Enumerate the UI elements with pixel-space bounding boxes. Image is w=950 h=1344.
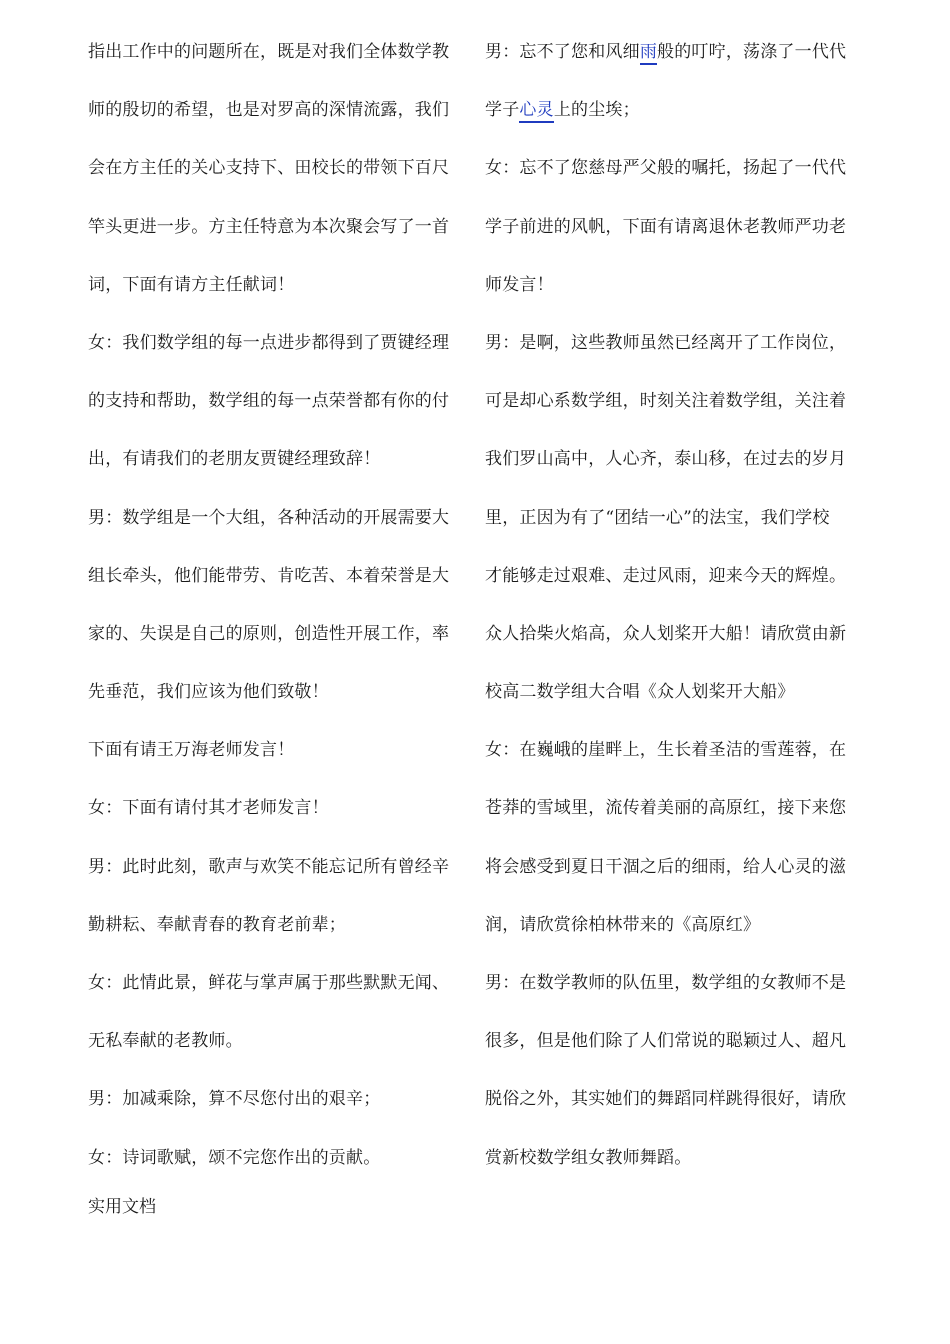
text-line: 脱俗之外，其实她们的舞蹈同样跳得很好，请欣 <box>485 1089 847 1110</box>
hyperlink-word-rain[interactable]: 雨 <box>640 42 657 65</box>
text-line: 校高二数学组大合唱《众人划桨开大船》 <box>485 682 795 703</box>
text-segment: 般的叮咛，荡涤了一代代 <box>657 42 847 62</box>
hyperlink-word-soul[interactable]: 心灵 <box>519 100 553 123</box>
text-line: 女：此情此景，鲜花与掌声属于那些默默无闻、 <box>88 973 450 993</box>
text-line: 赏新校数学组女教师舞蹈。 <box>485 1147 692 1168</box>
text-line: 女：我们数学组的每一点进步都得到了贾键经理 <box>88 332 450 353</box>
text-line: 才能够走过艰难、走过风雨，迎来今天的辉煌。 <box>485 565 847 586</box>
text-line: 出，有请我们的老朋友贾键经理致辞！ <box>88 449 381 470</box>
text-line: 会在方主任的关心支持下、田校长的带领下百尺 <box>88 158 450 179</box>
text-line: 下面有请王万海老师发言！ <box>88 740 295 761</box>
text-line: 将会感受到夏日干涸之后的细雨，给人心灵的滋 <box>485 856 847 877</box>
text-segment: 上的尘埃； <box>553 100 640 121</box>
text-line: 润，请欣赏徐柏林带来的《高原红》 <box>485 914 761 935</box>
text-line: 男：是啊，这些教师虽然已经离开了工作岗位， <box>485 332 847 353</box>
text-line: 苍莽的雪域里，流传着美丽的高原红，接下来您 <box>485 798 847 819</box>
text-line: 女：下面有请付其才老师发言！ <box>88 798 329 819</box>
text-line: 男：此时此刻，歌声与欢笑不能忘记所有曾经辛 <box>88 856 450 877</box>
text-line: 的支持和帮助，数学组的每一点荣誉都有你的付 <box>88 391 450 412</box>
text-line: 勤耕耘、奉献青春的教育老前辈； <box>88 914 346 935</box>
text-segment: 男：忘不了您和风细 <box>485 42 640 62</box>
text-line: 男：数学组是一个大组，各种活动的开展需要大 <box>88 507 450 528</box>
text-line: 组长牵头，他们能带劳、肯吃苦、本着荣誉是大 <box>88 565 450 586</box>
text-line: 很多，但是他们除了人们常说的聪颖过人、超凡 <box>485 1031 847 1052</box>
text-line: 里，正因为有了“团结一心”的法宝，我们学校 <box>485 507 830 528</box>
page-footer: 实用文档 <box>88 1197 156 1217</box>
text-line: 众人拾柴火焰高，众人划桨开大船！请欣赏由新 <box>485 623 847 644</box>
text-line: 先垂范，我们应该为他们致敬！ <box>88 682 329 703</box>
text-line <box>485 92 857 150</box>
text-line: 词，下面有请方主任献词！ <box>88 274 295 295</box>
left-text-column <box>88 34 460 1198</box>
text-line <box>485 34 857 92</box>
text-line: 学子前进的风帆，下面有请离退休老教师严功老 <box>485 216 847 237</box>
text-line: 师的殷切的希望，也是对罗高的深情流露，我们 <box>88 100 450 121</box>
text-line: 男：在数学教师的队伍里，数学组的女教师不是 <box>485 973 847 993</box>
text-line: 女：在巍峨的崖畔上，生长着圣洁的雪莲蓉，在 <box>485 740 847 761</box>
text-line: 我们罗山高中，人心齐，泰山移，在过去的岁月 <box>485 449 847 470</box>
text-line: 家的、失误是自己的原则，创造性开展工作，率 <box>88 623 450 644</box>
text-line: 竿头更进一步。方主任特意为本次聚会写了一首 <box>88 216 450 237</box>
text-line: 女：诗词歌赋，颂不完您作出的贡献。 <box>88 1147 381 1168</box>
text-line: 可是却心系数学组，时刻关注着数学组，关注着 <box>485 391 847 412</box>
text-line: 指出工作中的问题所在，既是对我们全体数学教 <box>88 42 450 62</box>
text-line: 师发言！ <box>485 274 554 295</box>
text-line: 女：忘不了您慈母严父般的嘱托，扬起了一代代 <box>485 158 847 179</box>
text-segment: 学子 <box>485 100 520 121</box>
right-text-column <box>485 34 857 1198</box>
text-line: 男：加减乘除，算不尽您付出的艰辛； <box>88 1089 381 1110</box>
text-line: 无私奉献的老教师。 <box>88 1031 243 1052</box>
